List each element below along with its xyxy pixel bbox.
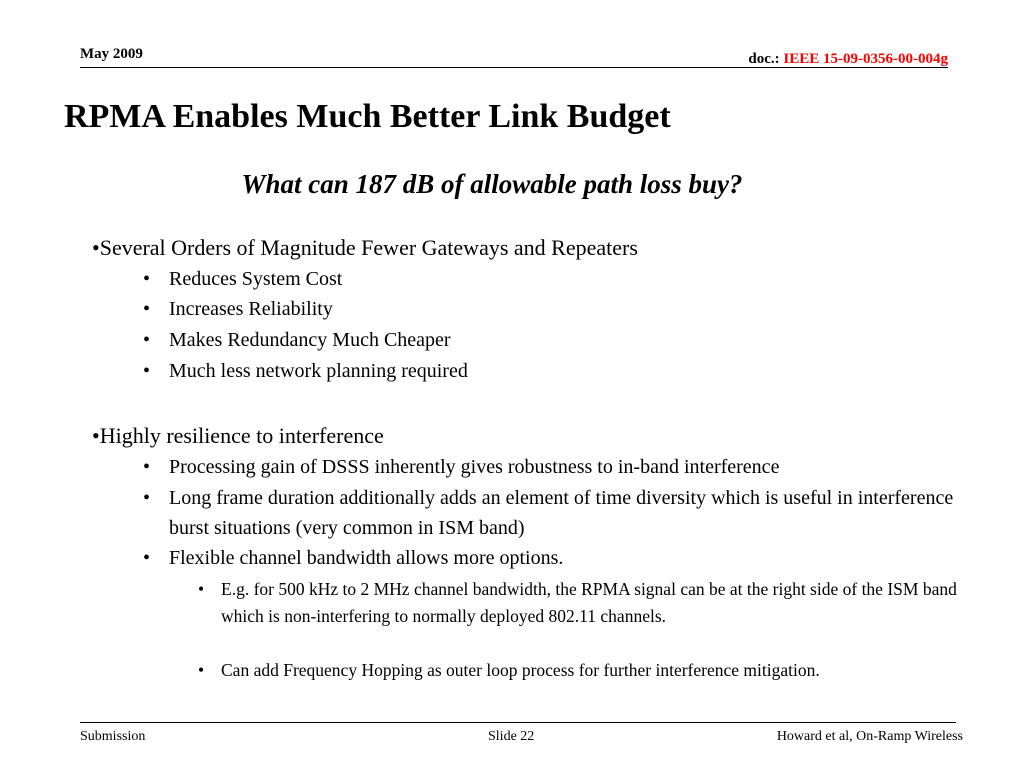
list-item-text: Flexible channel bandwidth allows more options. [169, 547, 564, 569]
list-item: • [143, 268, 151, 290]
footer-slide-number: Slide 22 [488, 729, 535, 744]
doc-number: IEEE 15-09-0356-00-004g [783, 51, 948, 67]
footer-divider [80, 722, 956, 723]
list-item: • [143, 360, 151, 382]
list-item-text: Processing gain of DSSS inherently gives robustness to in-band interference [169, 456, 780, 478]
bullet-marker: • [92, 235, 100, 260]
list-item: • [143, 329, 151, 351]
sub-list-item: • [198, 579, 205, 599]
bullet-heading-text: Several Orders of Magnitude Fewer Gateways and Repeaters [99, 235, 638, 260]
sub-list-item-text: Can add Frequency Hopping as outer loop process for further interference mitigation. [221, 660, 820, 680]
bullet-heading-2 [92, 423, 384, 449]
footer-right: Howard et al, On-Ramp Wireless [776, 729, 963, 744]
slide-subtitle: What can 187 dB of allowable path loss buy? [241, 169, 743, 199]
header-divider [80, 67, 948, 68]
list-item-text: Much less network planning required [169, 360, 468, 382]
header-date: May 2009 [80, 46, 143, 62]
list-item-text: Increases Reliability [169, 298, 333, 320]
list-item: • [143, 487, 151, 509]
doc-label: doc.: [748, 51, 784, 67]
bullet-marker: • [92, 423, 100, 448]
list-item: • [143, 298, 151, 320]
footer-left: Submission [80, 729, 146, 744]
list-item: • [143, 547, 151, 569]
sub-list-item: • [198, 660, 205, 680]
sub-list-item-text: E.g. for 500 kHz to 2 MHz channel bandwidth, the RPMA signal can be at the right side of the ISM band which is non-interfering to normally deployed 802.11 channels. [221, 579, 957, 626]
list-item: • [143, 456, 151, 478]
list-item-text: Long frame duration additionally adds an element of time diversity which is useful in interference burst situations (very common in ISM band) [169, 487, 954, 539]
bullet-heading-1 [92, 235, 638, 261]
slide-title: RPMA Enables Much Better Link Budget [64, 98, 671, 135]
bullet-heading-text: Highly resilience to interference [99, 423, 384, 448]
header-doc-id [748, 51, 948, 68]
list-item-text: Reduces System Cost [169, 268, 343, 290]
list-item-text: Makes Redundancy Much Cheaper [169, 329, 451, 351]
